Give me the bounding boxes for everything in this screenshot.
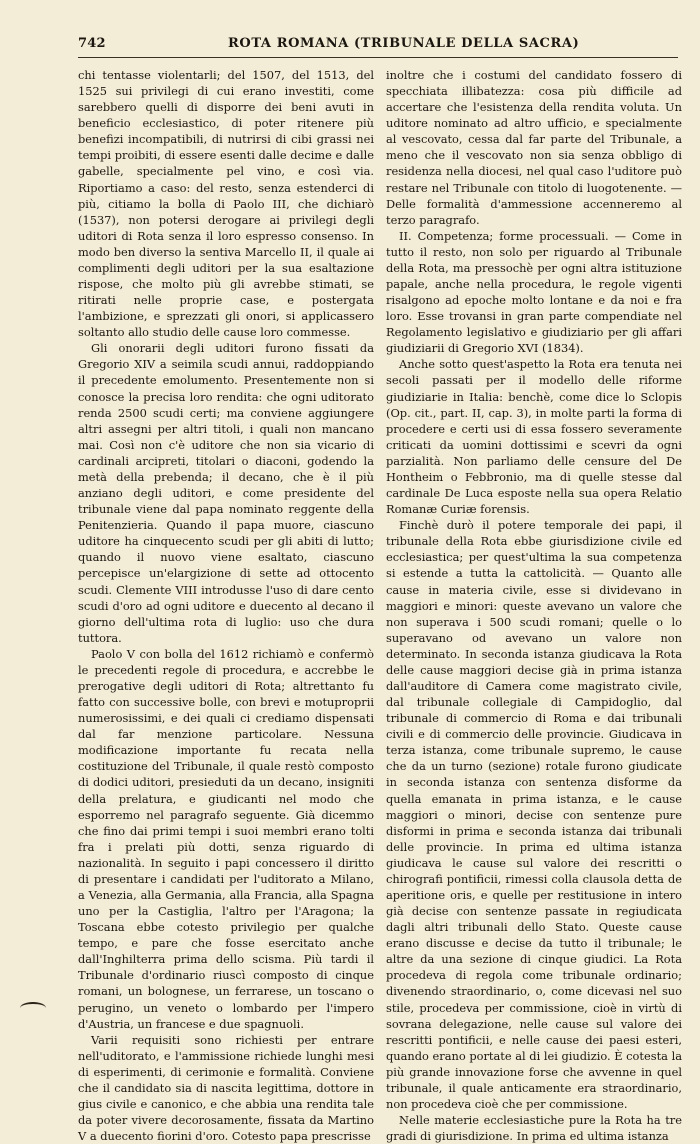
paragraph: inoltre che i costumi del candidato fossero di specchiata illibatezza: cosa più difficile ad accertare che l'esistenza della rendita voluta. Un uditore nominato ad altro ufficio, e specialmente al vescovato, cessa dal far parte del Tribunale, a meno che il vescovato non sia senza obbligo di residenza nella diocesi, nel qual caso l'uditore può restare nel Tribunale con titolo di luogotenente. — Delle formalità d'ammessione accenneremo al terzo paragrafo. xyxy=(386,68,682,227)
running-head: ROTA ROMANA (TRIBUNALE DELLA SACRA) xyxy=(228,36,580,51)
page-number: 742 xyxy=(78,36,106,51)
paragraph: Varii requisiti sono richiesti per entrare nell'uditorato, e l'ammissione richiede lunghi mesi di esperimenti, di cerimonie e formalità. Conviene che il candidato sia di nascita legittima, dottore in gius civile e canonico, e che abbia una rendita tale da poter vivere decorosamente, fissata da Martino V a duecento fiorini d'oro. Cotesto papa prescrisse xyxy=(78,1032,374,1144)
right-column xyxy=(386,67,682,1144)
left-column xyxy=(78,67,374,1144)
header-rule xyxy=(78,57,678,58)
paragraph: Gli onorarii degli uditori furono fissati da Gregorio XIV a seimila scudi annui, raddoppiando il precedente emolumento. Presentemente non si conosce la precisa loro rendita: che ogni uditorato renda 2500 scudi certi; ma conviene aggiungere altri assegni per altri titoli, i quali non mancano mai. Così non c'è uditore che non sia vicario di cardinali arcipreti, titolari o diaconi, godendo la metà della prebenda; il decano, che è il più anziano degli uditori, e come presidente del tribunale viene dal papa nominato reggente della Penitenzieria. Quando il papa muore, ciascuno uditore ha cinquecento scudi per gli abiti di lutto; quando il nuovo viene esaltato, ciascuno percepisce un'elargizione di sette ad ottocento scudi. Clemente VIII introdusse l'uso di dare cento scudi d'oro ad ogni uditore e duecento al decano il giorno dell'ultima rota di luglio: uso che dura tuttora. xyxy=(78,341,374,645)
section-paragraph: II. Competenza; forme processuali. — Come in tutto il resto, non solo per riguardo al Tribunale della Rota, ma pressochè per ogni altra istituzione papale, anche nella procedura, le regole vigenti risalgono ad epoche molto lontane e da noi e fra loro. Esse trovansi in gran parte compendiate nel Regolamento legislativo e giudiziario per gli affari giudiziarii di Gregorio XVI (1834). xyxy=(386,228,682,356)
paragraph: Finchè durò il potere temporale dei papi, il tribunale della Rota ebbe giurisdizione civile ed ecclesiastica; per quest'ultima la sua competenza si estende a tutta la cattolicità. — Quanto alle cause in materia civile, esse si dividevano in maggiori e minori: queste avevano un valore che non superava i 500 scudi romani; quelle o lo superavano od avevano un valore non determinato. In seconda istanza giudicava la Rota delle cause maggiori decise già in prima istanza dall'auditore di Camera come magistrato civile, dal tribunale collegiale di Campidoglio, dal tribunale di commercio di Roma e dai tribunali civili e di commercio delle provincie. Giudicava in terza istanza, come tribunale supremo, le cause che da un turno (sezione) rotale furono giudicate in seconda istanza con sentenza disforme da quella emanata in prima istanza, e le cause maggiori o minori, decise con sentenze pure disformi in prima e seconda istanza dai tribunali delle provincie. In prima ed ultima istanza giudicava le cause sul valore dei rescritti o chirografi pontificii, rimessi colla clausola detta de aperitione oris, e quelle per restitusione in intero già decise con sentenze passate in regiudicata dagli altri tribunali dello Stato. Queste cause erano discusse e decise da tutto il tribunale; le altre da una sezione di cinque giudici. La Rota procedeva di regola come tribunale ordinario; divenendo straordinario, o, come dicevasi nel suo stile, procedeva per commissione, cioè in virtù di sovrana delegazione, nelle cause sul valore dei rescritti pontificii, e nelle cause dei paesi esteri, quando erano portate al di lei giudizio. È cotesta la più grande innovazione forse che avvenne in quel tribunale, il quale anticamente era straordinario, non procedeva cioè che per commissione. xyxy=(386,518,682,1111)
paragraph: Paolo V con bolla del 1612 richiamò e confermò le precedenti regole di procedura, e accrebbe le prerogative degli uditori di Rota; altrettanto fu fatto con successive bolle, con brevi e motuproprii numerosissimi, e dei quali ci crediamo dispensati dal far menzione particolare. Nessuna modificazione importante fu recata nella costituzione del Tribunale, il quale restò composto di dodici uditori, presieduti da un decano, insigniti della prelatura, e giudicanti nel modo che esporremo nel paragrafo seguente. Già dicemmo che fino dai primi tempi i suoi membri erano tolti fra i prelati più dotti, senza riguardo di nazionalità. In seguito i papi concessero il diritto di presentare i candidati per l'uditorato a Milano, a Venezia, alla Germania, alla Francia, alla Spagna uno per la Castiglia, l'altro per l'Aragona; la Toscana ebbe cotesto privilegio per qualche tempo, e pare che fosse esercitato anche dall'Inghilterra prima dello scisma. Più tardi il Tribunale d'ordinario riuscì composto di cinque romani, un bolognese, un ferrarese, un toscano o perugino, un veneto o lombardo per l'impero d'Austria, un francese e due spagnuoli. xyxy=(78,646,374,1031)
paragraph: chi tentasse violentarli; del 1507, del 1513, del 1525 sui privilegi di cui erano investiti, come sarebbero quelli di disporre dei beni avuti in beneficio ecclesiastico, di poter ritenere più benefizi incompatibili, di nutrirsi di cibi grassi nei tempi proibiti, di essere esenti dalle decime e dalle gabelle, specialmente pel vino, e così via. Riportiamo a caso: del resto, senza estenderci di più, citiamo la bolla di Paolo III, che dichiarò (1537), non potersi derogare ai privilegi degli uditori di Rota senza il loro espresso consenso. In modo ben diverso la sentiva Marcello II, il quale ai complimenti degli uditori per la sua esaltazione rispose, che molto più gli avrebbe stimati, se ritirati nelle proprie case, e postergata l'ambizione, e sprezzati gli onori, si applicassero soltanto allo studio delle cause loro commesse. xyxy=(78,68,374,340)
paragraph: Anche sotto quest'aspetto la Rota era tenuta nei secoli passati per il modello delle riforme giudiziarie in Italia: benchè, come dice lo Sclopis (Op. cit., part. II, cap. 3), in molte parti la forma di procedere e certi usi di essa fossero severamente criticati da uomini dottissimi e scevri da ogni parzialità. Non parliamo delle censure del De Hontheim o Febbronio, ma di quelle stesse dal cardinale De Luca esposte nella sua opera Relatio Romanæ Curiæ forensis. xyxy=(386,357,682,517)
page-header xyxy=(78,36,678,54)
ink-mark xyxy=(20,1002,46,1014)
paragraph: Nelle materie ecclesiastiche pure la Rota ha tre gradi di giurisdizione. In prima ed ultima istanza xyxy=(386,1113,682,1144)
